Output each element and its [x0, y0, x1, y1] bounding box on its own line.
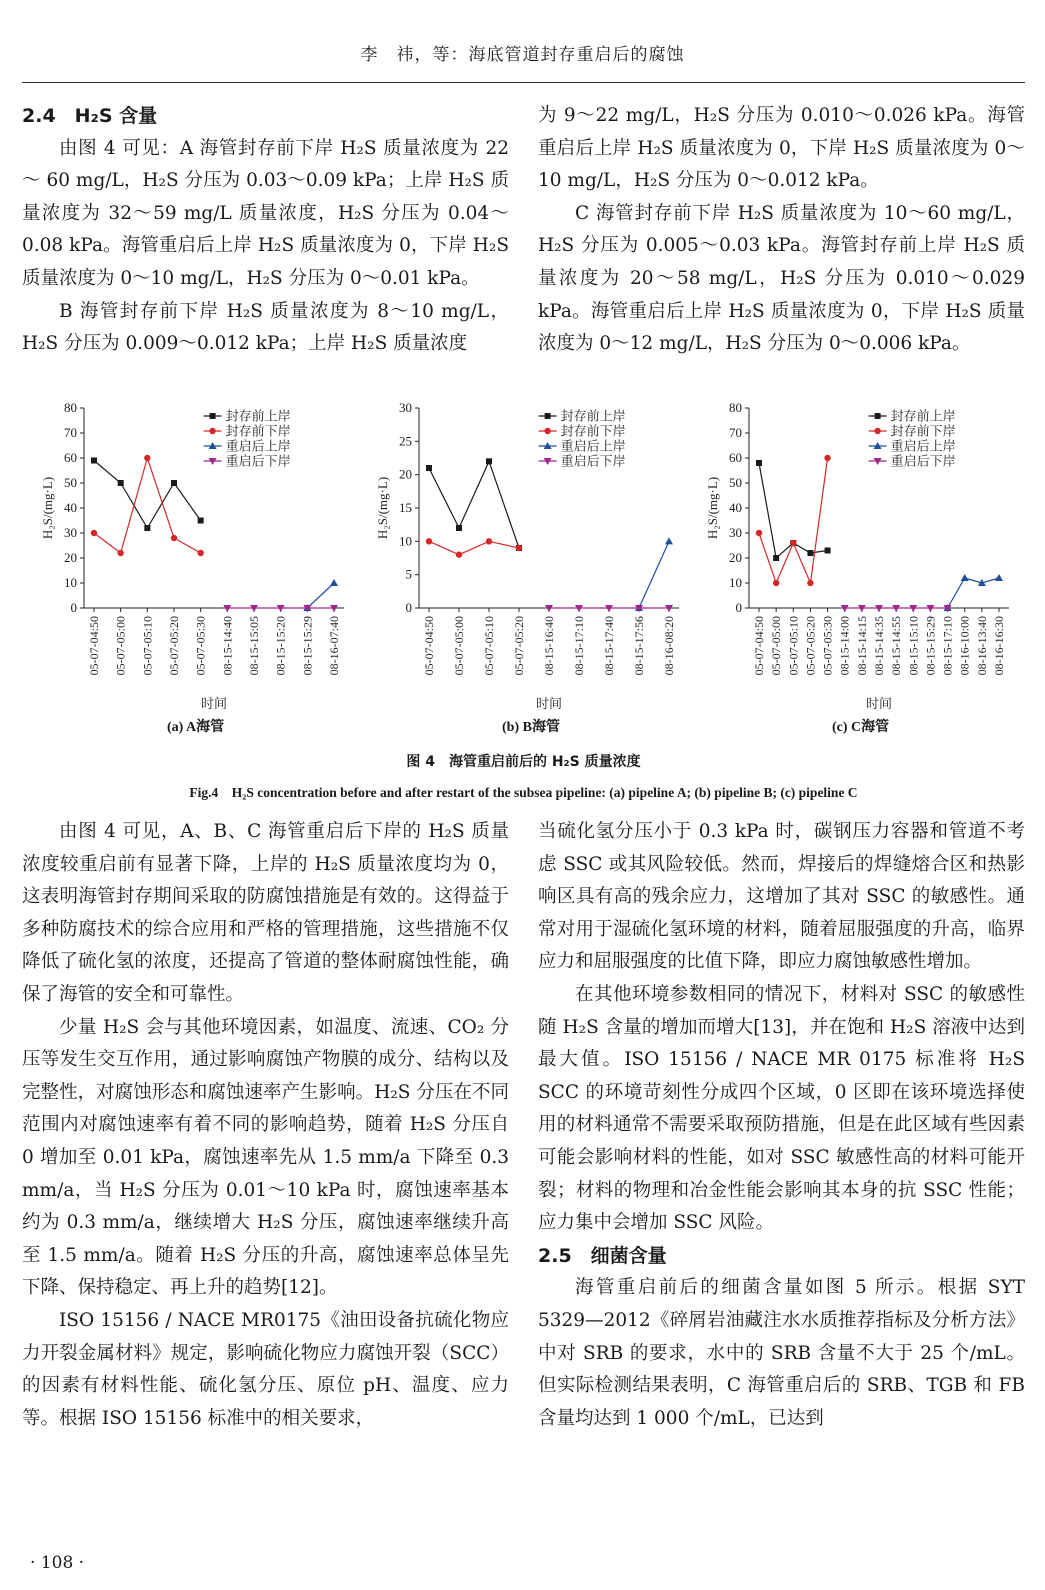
y-tick-label: 50 [64, 475, 77, 490]
series-重启后上岸 [944, 574, 1003, 611]
chart-svg [687, 396, 1017, 714]
x-tick-label: 08-15-15:29 [923, 616, 938, 676]
legend-item [869, 439, 956, 454]
x-axis-label: 时间 [200, 696, 228, 711]
data-point [117, 550, 123, 556]
y-tick-label: 10 [729, 575, 742, 590]
left-column-bottom [22, 816, 509, 1435]
series-重启后下岸 [223, 605, 338, 612]
y-axis-label: H₂S/(mg·L) [375, 476, 390, 540]
legend-label: 封存前上岸 [560, 408, 626, 424]
data-point [516, 545, 522, 551]
x-tick-label: 08-15-17:10 [940, 616, 955, 676]
data-point [330, 579, 338, 586]
x-tick-label: 05-07-04:50 [422, 616, 436, 676]
legend-label: 封存前下岸 [560, 423, 626, 439]
x-tick-label: 05-07-05:00 [452, 616, 466, 676]
axis-frame [419, 408, 679, 608]
subcaption-a: (a) A海管 [167, 720, 225, 735]
x-tick-label: 08-15-15:20 [273, 616, 288, 676]
axis-frame [749, 408, 1009, 608]
series-line [639, 541, 669, 608]
x-tick-label: 05-07-05:00 [769, 616, 784, 676]
legend-item [539, 409, 626, 424]
legend-label: 封存前下岸 [225, 423, 291, 439]
legend-label: 重启后上岸 [560, 438, 626, 454]
series-封存前上岸 [91, 458, 204, 532]
x-tick-label: 05-07-05:10 [140, 616, 155, 676]
legend-item [539, 424, 626, 439]
legend-item [204, 439, 291, 454]
data-point [198, 518, 204, 524]
y-tick-label: 10 [399, 533, 412, 549]
data-point [790, 540, 796, 546]
legend-label: 封存前下岸 [890, 423, 956, 439]
data-point [665, 537, 673, 544]
x-tick-label: 05-07-05:30 [193, 616, 208, 676]
figure-caption-cn: 图 4 海管重启前后的 H₂S 质量浓度 [406, 754, 641, 770]
data-point [426, 465, 432, 471]
legend-label: 重启后下岸 [225, 453, 291, 469]
legend-label: 重启后下岸 [890, 453, 956, 469]
legend-item [204, 409, 291, 424]
legend-item [539, 439, 626, 454]
data-point [171, 480, 177, 486]
paragraph: 少量 H₂S 会与其他环境因素，如温度、流速、CO₂ 分压等发生交互作用，通过影响腐蚀产物膜的成分、结构以及完整性，对腐蚀形态和腐蚀速率产生影响。H₂S 分压在不同范围内对腐蚀速率有着不同的影响趋势，随着 H₂S 分压自 0 增加至 0.01 kPa，腐蚀速率先从 1.5 mm/a 下降至 0.3 mm/a，当 H₂S 分压为 0.01～10 kPa 时，腐蚀速率基本约为 0.3 mm/a，继续增大 H₂S 分压，腐蚀速率继续升高至 1.5 mm/a。随着 H₂S 分压的升高，腐蚀速率总体呈先下降、保持稳定、再上升的趋势[12]。 [22, 1016, 509, 1299]
x-tick-label: 08-15-14:35 [872, 616, 886, 676]
x-tick-label: 05-07-05:10 [482, 616, 496, 676]
subcaption-b: (b) B海管 [502, 720, 560, 735]
data-point [825, 548, 831, 554]
x-tick-label: 05-07-05:20 [803, 616, 818, 676]
data-point [824, 455, 830, 461]
data-point [486, 538, 492, 544]
series-line [307, 583, 334, 608]
y-tick-label: 20 [399, 466, 412, 482]
data-point [91, 458, 97, 464]
x-axis-label: 时间 [535, 696, 563, 711]
x-tick-label: 08-15-15:29 [300, 616, 315, 676]
legend-item [869, 454, 956, 469]
chart-pipeline-b [357, 396, 687, 714]
section-title-h2s: 2.4 H₂S 含量 [22, 105, 158, 127]
data-point [456, 525, 462, 531]
x-tick-label: 05-07-04:50 [87, 616, 101, 676]
right-column-top [538, 100, 1025, 361]
data-point [995, 574, 1003, 581]
x-tick-label: 08-16-10:00 [957, 616, 972, 676]
series-封存前下岸 [756, 455, 831, 586]
data-point [756, 530, 762, 536]
figure-caption-en: Fig.4 H₂S concentration before and after restart of the subsea pipeline: (a) pipeline A; (b) pipeline B; (c) pipeline C [189, 785, 858, 800]
paragraph: ISO 15156 / NACE MR0175《油田设备抗硫化物应力开裂金属材料》规定，影响硫化物应力腐蚀开裂（SCC）的因素有材料性能、硫化氢分压、原位 pH、温度、应力等。根据 ISO 15156 标准中的相关要求， [22, 1309, 509, 1429]
y-tick-label: 0 [70, 600, 77, 615]
data-point [144, 525, 150, 531]
series-line [429, 461, 519, 548]
y-tick-label: 20 [729, 550, 742, 565]
series-封存前下岸 [91, 455, 204, 556]
legend-label: 封存前上岸 [890, 408, 956, 424]
y-tick-label: 30 [729, 525, 742, 540]
data-point [961, 574, 969, 581]
y-tick-label: 10 [64, 575, 77, 590]
chart-pipeline-c [687, 396, 1017, 714]
x-tick-label: 05-07-05:30 [820, 616, 835, 676]
legend-item [539, 454, 626, 469]
data-point [807, 550, 813, 556]
series-line [948, 578, 999, 608]
y-tick-label: 20 [64, 550, 77, 565]
data-point [545, 413, 551, 419]
x-tick-label: 08-15-16:40 [542, 616, 556, 676]
x-tick-label: 05-07-04:50 [752, 616, 766, 676]
y-tick-label: 40 [64, 500, 77, 515]
x-axis-label: 时间 [865, 696, 893, 711]
axis-frame [84, 408, 344, 608]
series-line [94, 461, 201, 529]
series-封存前下岸 [426, 538, 522, 558]
paragraph: C 海管封存前下岸 H₂S 质量浓度为 10～60 mg/L，H₂S 分压为 0.005～0.03 kPa。海管封存前上岸 H₂S 质量浓度为 20～58 mg/L，H₂S 分压为 0.010～0.029 kPa。海管重启后上岸 H₂S 质量浓度为 0，下岸 H₂S 质量浓度为 0～12 mg/L，H₂S 分压为 0～0.006 kPa。 [538, 202, 1025, 355]
data-point [171, 535, 177, 541]
section-title-bacteria: 2.5 细菌含量 [538, 1244, 667, 1267]
data-point [544, 428, 550, 434]
header-rule [22, 82, 1025, 83]
data-point [210, 413, 216, 419]
running-head: 李 祎，等：海底管道封存重启后的腐蚀 [360, 45, 685, 65]
legend-label: 重启后上岸 [890, 438, 956, 454]
x-tick-label: 08-15-14:55 [889, 616, 904, 676]
x-tick-label: 05-07-05:00 [113, 616, 128, 676]
x-tick-label: 08-16-16:30 [992, 616, 1006, 676]
paragraph: B 海管封存前下岸 H₂S 质量浓度为 8～10 mg/L，H₂S 分压为 0.009～0.012 kPa；上岸 H₂S 质量浓度 [22, 300, 509, 355]
data-point [197, 550, 203, 556]
x-tick-label: 08-16-07:40 [327, 616, 341, 676]
series-line [429, 541, 519, 554]
legend-label: 封存前上岸 [225, 408, 291, 424]
y-tick-label: 70 [729, 425, 742, 440]
paragraph: 在其他环境参数相同的情况下，材料对 SSC 的敏感性随 H₂S 含量的增加而增大[13]，并在饱和 H₂S 溶液中达到最大值。ISO 15156 / NACE MR 0175 标准将 H₂S SCC 的环境苛刻性分成四个区域，0 区即在该环境选择使用的材料通常不需要采取预防措施，但是在此区域有些因素可能会影响材料的性能，如对 SSC 敏感性高的材料可能开裂；材料的物理和冶金性能会影响其本身的抗 SSC 性能；应力集中会增加 SSC 风险。 [538, 983, 1025, 1234]
series-line [94, 458, 201, 553]
chart-pipeline-a [22, 396, 352, 714]
data-point [456, 551, 462, 557]
data-point [209, 428, 215, 434]
chart-svg [357, 396, 687, 714]
figure-4 [22, 396, 1025, 811]
paragraph: 由图 4 可见，A、B、C 海管重启后下岸的 H₂S 质量浓度较重启前有显著下降，上岸的 H₂S 质量浓度均为 0，这表明海管封存期间采取的防腐蚀措施是有效的。这得益于多种防腐技术的综合应用和严格的管理措施，这些措施不仅降低了硫化氢的浓度，还提高了管道的整体耐腐蚀性能，确保了海管的安全和可靠性。 [22, 821, 509, 1005]
x-tick-label: 08-15-14:40 [220, 616, 235, 676]
x-tick-label: 08-16-13:40 [974, 616, 989, 676]
x-tick-label: 08-15-17:10 [572, 616, 586, 676]
series-重启后下岸 [841, 605, 952, 612]
y-tick-label: 25 [399, 433, 412, 449]
x-tick-label: 05-07-05:10 [786, 616, 801, 676]
page-number: · 108 · [30, 1553, 85, 1573]
legend-label: 重启后下岸 [560, 453, 626, 469]
paragraph: 为 9～22 mg/L，H₂S 分压为 0.010～0.026 kPa。海管重启后上岸 H₂S 质量浓度为 0，下岸 H₂S 质量浓度为 0～10 mg/L，H₂S 分压为 0～0.012 kPa。 [538, 105, 1025, 192]
y-tick-label: 50 [729, 475, 742, 490]
y-axis-label: H₂S/(mg·L) [705, 476, 720, 540]
data-point [118, 480, 124, 486]
x-tick-label: 05-07-05:20 [512, 616, 526, 676]
data-point [486, 458, 492, 464]
legend-item [869, 409, 956, 424]
y-tick-label: 60 [64, 450, 77, 465]
legend-item [204, 454, 291, 469]
y-tick-label: 80 [64, 400, 77, 415]
subcaption-c: (c) C海管 [832, 720, 890, 735]
y-tick-label: 15 [399, 500, 412, 515]
paragraph: 由图 4 可见：A 海管封存前下岸 H₂S 质量浓度为 22～ 60 mg/L，H₂S 分压为 0.03～0.09 kPa；上岸 H₂S 质量浓度为 32～59 mg/L 质量浓度，H₂S 分压为 0.04～0.08 kPa。海管重启后上岸 H₂S 质量浓度为 0，下岸 H₂S 质量浓度为 0～10 mg/L，H₂S 分压为 0～0.01 kPa。 [22, 137, 509, 289]
y-tick-label: 30 [64, 525, 77, 540]
series-封存前上岸 [426, 458, 522, 551]
y-tick-label: 70 [64, 425, 77, 440]
y-axis-label: H₂S/(mg·L) [40, 476, 55, 540]
legend-item [204, 424, 291, 439]
data-point [756, 460, 762, 466]
right-column-bottom [538, 816, 1025, 1435]
data-point [874, 428, 880, 434]
x-tick-label: 08-15-17:56 [632, 616, 646, 676]
paragraph: 海管重启前后的细菌含量如图 5 所示。根据 SYT 5329—2012《碎屑岩油藏注水水质推荐指标及分析方法》中对 SRB 的要求，水中的 SRB 含量不大于 25 个/mL。但实际检测结果表明，C 海管重启后的 SRB、TGB 和 FB 含量均达到 1 000 个/mL，已达到 [538, 1277, 1025, 1429]
x-tick-label: 08-16-08:20 [662, 616, 676, 676]
left-column-top [22, 100, 509, 361]
data-point [807, 580, 813, 586]
y-tick-label: 40 [729, 500, 742, 515]
data-point [426, 538, 432, 544]
legend-item [869, 424, 956, 439]
y-tick-label: 5 [405, 566, 412, 582]
data-point [773, 555, 779, 561]
chart-svg [22, 396, 352, 714]
data-point [875, 413, 881, 419]
series-重启后上岸 [635, 537, 673, 611]
x-tick-label: 08-15-15:05 [247, 616, 261, 676]
y-tick-label: 30 [399, 400, 412, 415]
paragraph: 当硫化氢分压小于 0.3 kPa 时，碳钢压力容器和管道不考虑 SSC 或其风险较低。然而，焊接后的焊缝熔合区和热影响区具有高的残余应力，这增加了其对 SSC 的敏感性。通常对用于湿硫化氢环境的材料，随着屈服强度的升高，临界应力和屈服强度的比值下降，即应力腐蚀敏感性增加。 [538, 821, 1025, 973]
x-tick-label: 08-15-17:40 [602, 616, 616, 676]
x-tick-label: 08-15-14:00 [837, 616, 852, 676]
data-point [91, 530, 97, 536]
y-tick-label: 60 [729, 450, 742, 465]
legend-label: 重启后上岸 [225, 438, 291, 454]
y-tick-label: 0 [735, 600, 742, 615]
x-tick-label: 08-15-15:10 [906, 616, 921, 676]
y-tick-label: 80 [729, 400, 742, 415]
x-tick-label: 05-07-05:20 [167, 616, 181, 676]
x-tick-label: 08-15-14:15 [854, 616, 869, 676]
data-point [773, 580, 779, 586]
series-重启后下岸 [545, 605, 673, 612]
data-point [144, 455, 150, 461]
y-tick-label: 0 [405, 600, 412, 615]
